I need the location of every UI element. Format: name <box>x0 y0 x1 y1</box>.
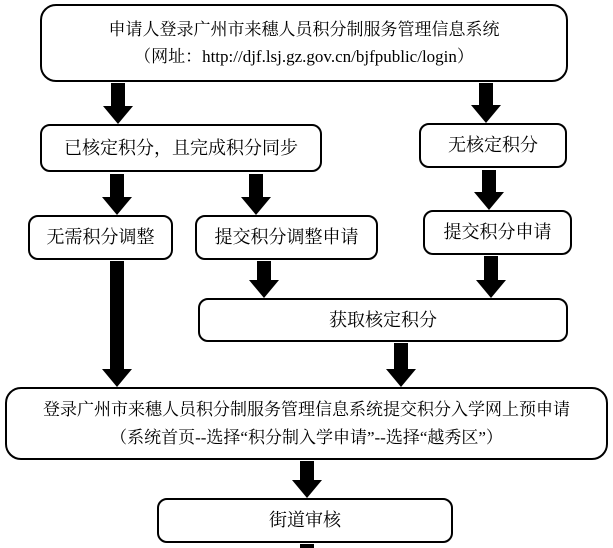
arrow-verified-to-submit-adjust <box>241 174 271 215</box>
arrow-down-icon <box>102 197 132 215</box>
node-login-line1: 申请人登录广州市来穗人员积分制服务管理信息系统 <box>108 19 500 39</box>
arrow-shaft <box>300 461 314 482</box>
arrow-shaft <box>249 174 263 199</box>
node-not-verified <box>419 123 567 168</box>
arrow-submit-adjust-to-obtain <box>249 261 279 298</box>
node-online-pre-apply <box>5 387 608 460</box>
arrow-pre-apply-to-street <box>292 461 322 498</box>
arrow-down-icon <box>249 280 279 298</box>
arrow-no-adjust-to-pre-apply <box>102 261 132 387</box>
arrow-shaft <box>484 256 498 282</box>
arrow-down-icon <box>292 480 322 498</box>
node-obtain-verified-score <box>198 298 568 342</box>
node-pre-apply-line1: 登录广州市来穗人员积分制服务管理信息系统提交积分入学网上预申请 <box>43 400 570 420</box>
node-login-system <box>40 4 568 82</box>
arrow-shaft <box>110 261 124 371</box>
arrow-shaft <box>482 170 496 194</box>
arrow-obtain-to-pre-apply <box>386 343 416 387</box>
node-street-review-label: 街道审核 <box>269 510 341 531</box>
arrow-down-icon <box>476 280 506 298</box>
node-login-line2: （网址：http://djf.lsj.gz.gov.cn/bjfpublic/login） <box>134 47 474 66</box>
arrow-down-icon <box>471 105 501 123</box>
arrow-down-icon <box>386 369 416 387</box>
node-not-verified-label: 无核定积分 <box>448 135 538 156</box>
arrow-down-icon <box>474 192 504 210</box>
arrow-shaft <box>479 83 493 107</box>
node-submit-adjust-label: 提交积分调整申请 <box>214 227 359 248</box>
arrow-shaft <box>257 261 271 282</box>
node-no-adjust-needed <box>28 215 173 260</box>
arrow-down-icon <box>241 197 271 215</box>
arrow-shaft <box>110 174 124 199</box>
node-submit-score-request <box>423 210 572 255</box>
arrow-login-to-verified <box>103 83 133 124</box>
node-pre-apply-line2: （系统首页--选择“积分制入学申请”--选择“越秀区”） <box>110 427 503 447</box>
arrow-login-to-not-verified <box>471 83 501 123</box>
arrow-not-verified-to-submit-apply <box>474 170 504 210</box>
arrow-verified-to-no-adjust <box>102 174 132 215</box>
node-obtain-score-label: 获取核定积分 <box>329 309 437 330</box>
node-verified-synced <box>40 124 322 172</box>
node-verified-synced-label: 已核定积分，且完成积分同步 <box>64 137 298 158</box>
arrow-street-review-down-stub <box>300 544 314 548</box>
node-submit-apply-label: 提交积分申请 <box>443 222 552 243</box>
arrow-down-icon <box>103 106 133 124</box>
node-submit-adjust-request <box>195 215 378 260</box>
node-no-adjust-label: 无需积分调整 <box>46 227 155 248</box>
arrow-shaft <box>111 83 125 108</box>
arrow-down-icon <box>102 369 132 387</box>
arrow-submit-apply-to-obtain <box>476 256 506 298</box>
node-street-review <box>157 498 453 543</box>
arrow-shaft <box>394 343 408 371</box>
